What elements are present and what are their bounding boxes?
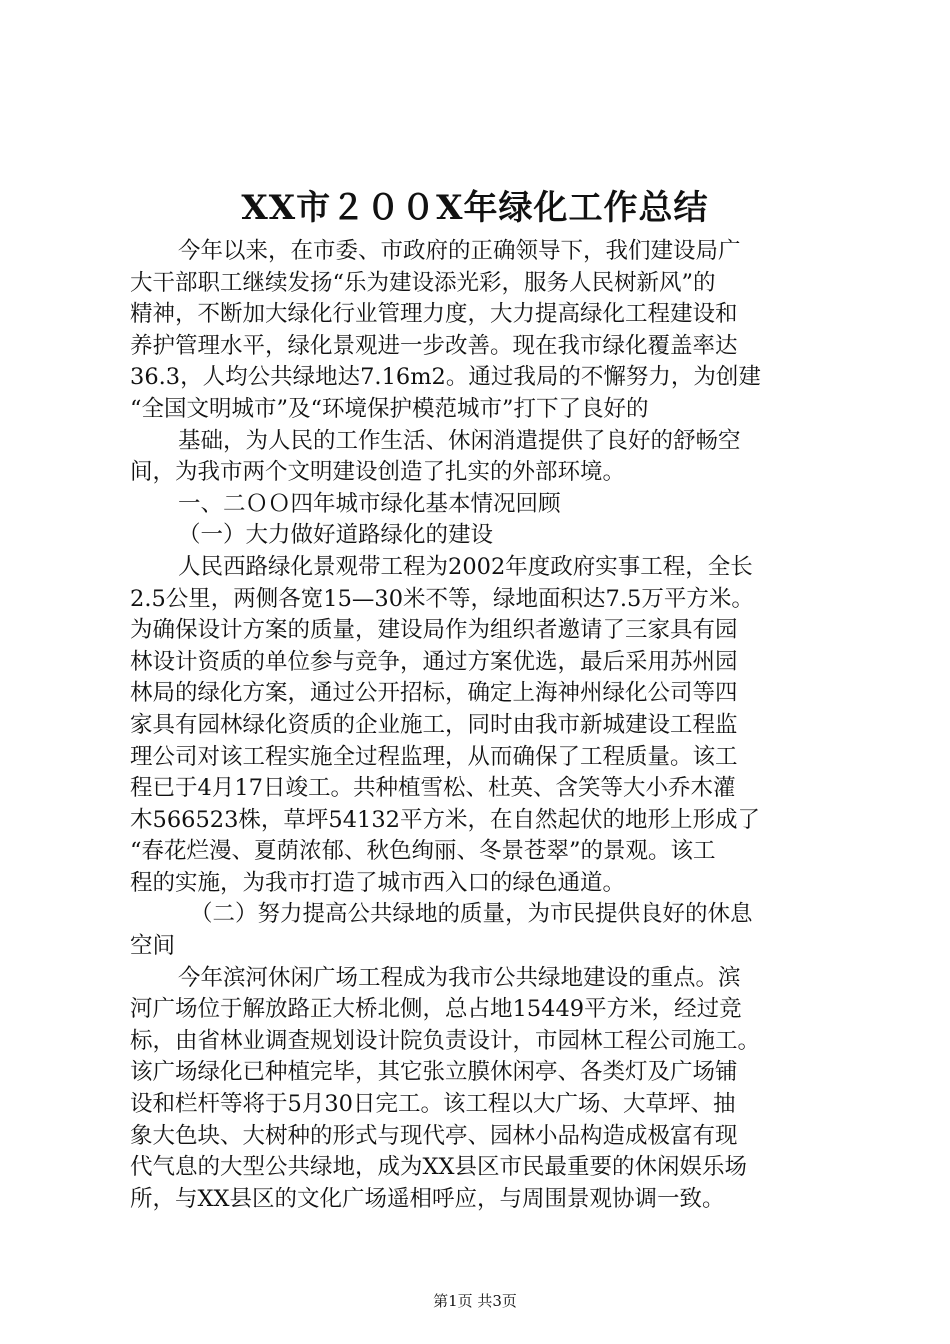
body-line: 林局的绿化方案，通过公开招标，确定上海神州绿化公司等四 [130,680,738,707]
body-line: 理公司对该工程实施全过程监理，从而确保了工程质量。该工 [130,743,738,770]
subsection-heading-cont: 空间 [130,933,176,960]
body-line: 间，为我市两个文明建设创造了扎实的外部环境。 [130,459,626,486]
body-line: 大干部职工继续发扬“乐为建设添光彩，服务人民树新风”的 [130,269,716,296]
body-line: 基础，为人民的工作生活、休闲消遣提供了良好的舒畅空 [178,427,741,454]
body-line: 家具有园林绿化资质的企业施工，同时由我市新城建设工程监 [130,711,738,738]
document-title: XX市２００X年绿化工作总结 [241,188,709,228]
body-line: 养护管理水平，绿化景观进一步改善。现在我市绿化覆盖率达 [130,332,738,359]
body-line: 程已于4月17日竣工。共种植雪松、杜英、含笑等大小乔木灌 [130,775,736,802]
body-line: 象大色块、大树种的形式与现代亭、园林小品构造成极富有现 [130,1122,738,1149]
body-line: 该广场绿化已种植完毕，其它张立膜休闲亭、各类灯及广场铺 [130,1059,738,1086]
body-line: 设和栏杆等将于5月30日完工。该工程以大广场、大草坪、抽 [130,1091,736,1118]
body-line: 精神，不断加大绿化行业管理力度，大力提高绿化工程建设和 [130,301,738,328]
body-line: 代气息的大型公共绿地，成为XX县区市民最重要的休闲娱乐场 [130,1154,748,1181]
body-line: 所，与XX县区的文化广场遥相呼应，与周围景观协调一致。 [130,1185,725,1212]
body-line: 程的实施，为我市打造了城市西入口的绿色通道。 [130,869,626,896]
document-body [130,236,830,1215]
page-number-footer: 第1页 共3页 [433,1292,517,1310]
body-line: 2.5公里，两侧各宽15—30米不等，绿地面积达7.5万平方米。 [130,585,754,612]
body-line: “春花烂漫、夏荫浓郁、秋色绚丽、冬景苍翠”的景观。该工 [130,838,716,865]
body-line: 为确保设计方案的质量，建设局作为组织者邀请了三家具有园 [130,617,738,644]
body-line: 河广场位于解放路正大桥北侧，总占地15449平方米，经过竞 [130,996,742,1023]
body-line: 人民西路绿化景观带工程为2002年度政府实事工程，全长 [178,553,753,580]
subsection-heading: （一）大力做好道路绿化的建设 [178,522,494,549]
body-line: 今年以来，在市委、市政府的正确领导下，我们建设局广 [178,238,741,264]
body-line: 标，由省林业调查规划设计院负责设计，市园林工程公司施工。 [130,1027,761,1054]
body-line: 36.3，人均公共绿地达7.16m2。通过我局的不懈努力，为创建 [130,364,761,391]
body-line: 林设计资质的单位参与竞争，通过方案优选，最后采用苏州园 [130,648,738,675]
body-line: 木566523株，草坪54132平方米，在自然起伏的地形上形成了 [130,806,760,833]
section-heading: 一、二ＯＯ四年城市绿化基本情况回顾 [178,490,561,517]
body-line: “全国文明城市”及“环境保护模范城市”打下了良好的 [130,395,649,422]
body-line: 今年滨河休闲广场工程成为我市公共绿地建设的重点。滨 [178,964,741,991]
subsection-heading: （二）努力提高公共绿地的质量，为市民提供良好的休息 [190,901,753,928]
